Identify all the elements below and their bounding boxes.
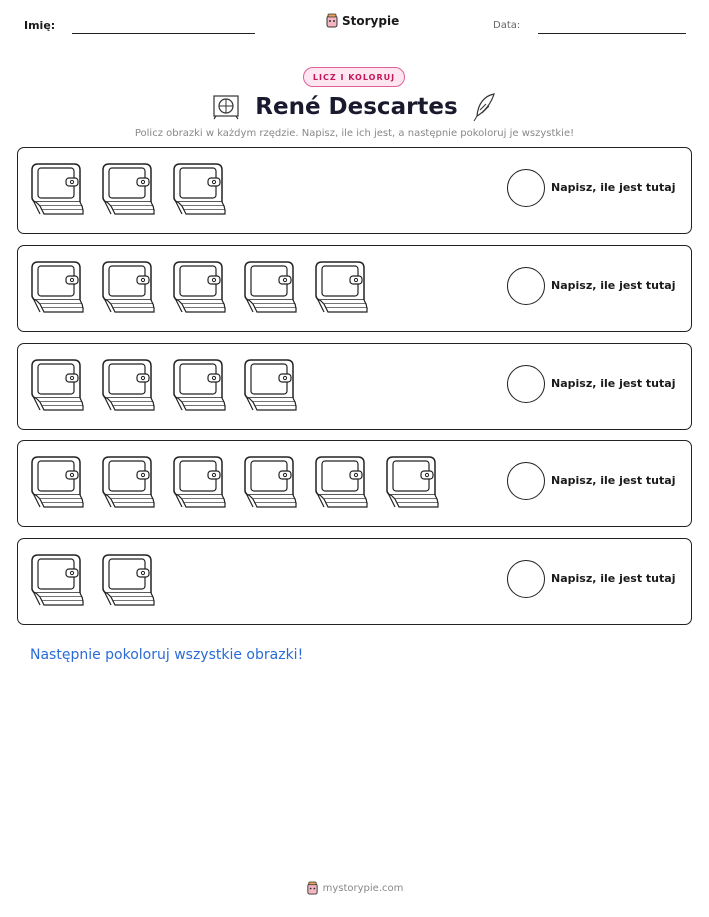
storypie-logo-icon xyxy=(325,13,339,29)
color-all-instruction: Następnie pokoloruj wszystkie obrazki! xyxy=(30,647,304,663)
answer-circle[interactable] xyxy=(507,560,545,598)
date-field-line[interactable] xyxy=(538,33,686,34)
book-icon xyxy=(28,356,85,413)
date-label: Data: xyxy=(493,20,521,31)
book-icon xyxy=(241,453,298,510)
globe-icon xyxy=(211,94,241,120)
book-icon xyxy=(99,551,156,608)
worksheet-header xyxy=(0,0,709,50)
answer-circle[interactable] xyxy=(507,462,545,500)
name-field-line[interactable] xyxy=(72,33,255,34)
footer-site: mystorypie.com xyxy=(322,883,404,894)
counting-row xyxy=(17,538,692,625)
book-group xyxy=(28,258,369,315)
brand-logo xyxy=(325,13,399,29)
book-icon xyxy=(99,453,156,510)
counting-row xyxy=(17,343,692,430)
book-group xyxy=(28,453,440,510)
book-group xyxy=(28,551,156,608)
activity-badge: LICZ I KOLORUJ xyxy=(303,67,405,87)
counting-row xyxy=(17,245,692,332)
book-icon xyxy=(28,160,85,217)
book-group xyxy=(28,160,227,217)
answer-prompt: Napisz, ile jest tutaj xyxy=(551,279,676,292)
book-icon xyxy=(170,356,227,413)
title-row xyxy=(0,90,709,124)
storypie-logo-icon xyxy=(306,881,319,896)
answer-circle[interactable] xyxy=(507,365,545,403)
book-group xyxy=(28,356,298,413)
answer-circle[interactable] xyxy=(507,267,545,305)
book-icon xyxy=(241,356,298,413)
name-label: Imię: xyxy=(24,19,56,32)
book-icon xyxy=(170,160,227,217)
book-icon xyxy=(28,453,85,510)
instructions: Policz obrazki w każdym rzędzie. Napisz, ile ich jest, a następnie pokoloruj je wszystkie! xyxy=(134,128,575,139)
book-icon xyxy=(99,258,156,315)
brand-name: Storypie xyxy=(342,14,400,28)
book-icon xyxy=(241,258,298,315)
footer xyxy=(0,881,709,896)
answer-prompt: Napisz, ile jest tutaj xyxy=(551,181,676,194)
counting-row xyxy=(17,147,692,234)
counting-row xyxy=(17,440,692,527)
answer-prompt: Napisz, ile jest tutaj xyxy=(551,572,676,585)
quill-icon xyxy=(472,92,498,122)
book-icon xyxy=(312,453,369,510)
book-icon xyxy=(170,258,227,315)
book-icon xyxy=(312,258,369,315)
book-icon xyxy=(383,453,440,510)
answer-prompt: Napisz, ile jest tutaj xyxy=(551,474,676,487)
page-title: René Descartes xyxy=(255,94,458,120)
book-icon xyxy=(99,356,156,413)
book-icon xyxy=(28,258,85,315)
answer-circle[interactable] xyxy=(507,169,545,207)
book-icon xyxy=(170,453,227,510)
answer-prompt: Napisz, ile jest tutaj xyxy=(551,377,676,390)
book-icon xyxy=(28,551,85,608)
book-icon xyxy=(99,160,156,217)
